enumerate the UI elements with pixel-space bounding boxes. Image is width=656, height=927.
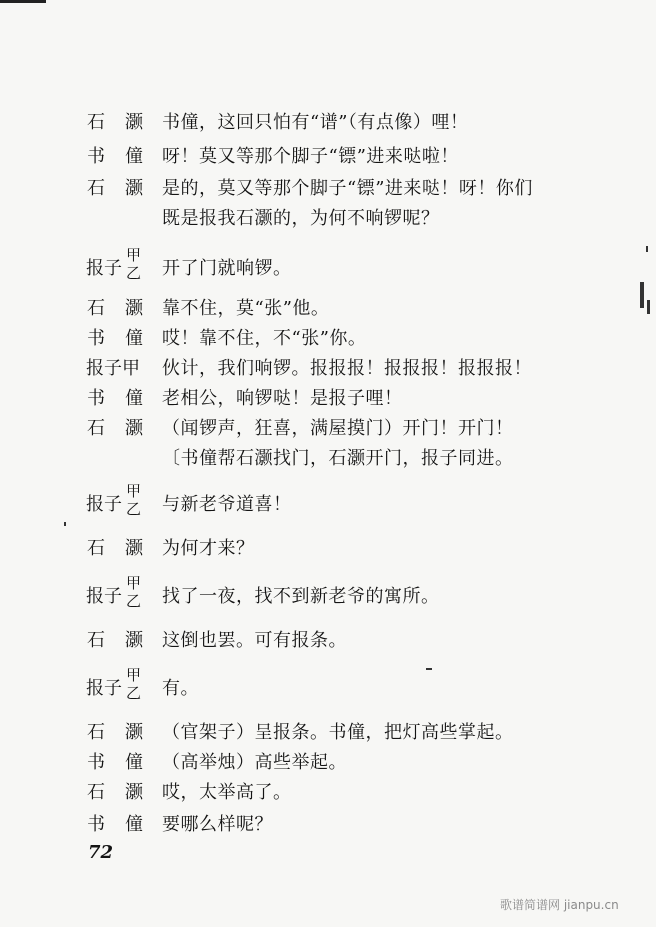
dialogue-line: [0, 322, 656, 356]
speech-text: 是的，莫又等那个脚子“镖”进来哒！呀！你们: [162, 178, 533, 199]
speaker-subscript: 甲 乙: [126, 482, 142, 518]
speech-text: 哎！靠不住，不“张”你。: [162, 328, 367, 349]
speaker-name: 报子 甲 乙: [86, 246, 142, 282]
dialogue-line: [0, 624, 656, 658]
speaker-name: 报子 甲 乙: [86, 574, 142, 610]
watermark: 歌谱简谱网 jianpu.cn: [500, 898, 619, 912]
speaker-name: 书 僮: [87, 388, 143, 409]
speaker-name: 石 灏: [87, 538, 143, 559]
speech-text: 伙计，我们响锣。报报报！报报报！报报报！: [162, 358, 532, 379]
dialogue-line: [0, 352, 656, 386]
speech-text: （官架子）呈报条。书僮，把灯高些掌起。: [162, 722, 514, 743]
top-rule: [0, 0, 46, 3]
speech-text: 有。: [162, 678, 199, 699]
scan-speck: [640, 282, 644, 308]
speech-text: 为何才来？: [162, 538, 255, 559]
dialogue-line: [0, 292, 656, 326]
speech-text: 哎，太举高了。: [162, 782, 292, 803]
dialogue-line: [0, 716, 656, 750]
speech-text: 要哪么样呢？: [162, 814, 273, 835]
speaker-name: 书 僮: [87, 814, 143, 835]
dialogue-line: [0, 412, 656, 446]
speaker-name: 报子 甲 乙: [86, 666, 142, 702]
speech-text: （闻锣声，狂喜，满屋摸门）开门！开门！: [162, 418, 514, 439]
speaker-name: 报子甲: [86, 358, 140, 379]
speaker-name: 石 灏: [87, 418, 143, 439]
speaker-name: 书 僮: [87, 752, 143, 773]
speaker-subscript: 甲 乙: [126, 574, 142, 610]
dialogue-line: [0, 106, 656, 140]
speaker-name: 报子 甲 乙: [86, 482, 142, 518]
speech-text: 这倒也罢。可有报条。: [162, 630, 347, 651]
speech-text: 既是报我石灏的，为何不响锣呢？: [162, 208, 440, 229]
dialogue-line: [0, 532, 656, 566]
speech-text: 书僮，这回只怕有“谱”（有点像）哩！: [162, 112, 469, 133]
dialogue-line: [0, 140, 656, 174]
speaker-name: 书 僮: [87, 328, 143, 349]
dialogue-line: [0, 666, 656, 706]
scan-speck: [647, 300, 650, 314]
speaker-name: 书 僮: [87, 146, 143, 167]
dialogue-line: [0, 776, 656, 810]
scan-speck: [64, 522, 66, 526]
dialogue-line: [0, 382, 656, 416]
speaker-subscript: 甲 乙: [126, 246, 142, 282]
speaker-name: 石 灏: [87, 178, 143, 199]
speaker-name: 石 灏: [87, 722, 143, 743]
speech-text: （高举烛）高些举起。: [162, 752, 347, 773]
speech-text: 找了一夜，找不到新老爷的寓所。: [162, 586, 440, 607]
dialogue-line: [0, 746, 656, 780]
stage-direction-text: 〔书僮帮石灏找门，石灏开门，报子同进。: [162, 448, 514, 469]
speech-text: 与新老爷道喜！: [162, 494, 292, 515]
scan-speck: [426, 668, 432, 670]
speech-text: 靠不住，莫“张”他。: [162, 298, 330, 319]
continuation-line: [0, 202, 656, 236]
stage-direction-line: [0, 442, 656, 476]
speaker-name: 石 灏: [87, 298, 143, 319]
scan-speck: [646, 246, 648, 252]
dialogue-line: [0, 172, 656, 206]
dialogue-line: [0, 808, 656, 842]
speech-text: 老相公，响锣哒！是报子哩！: [162, 388, 403, 409]
speaker-name: 石 灏: [87, 630, 143, 651]
dialogue-line: [0, 482, 656, 522]
speaker-name: 石 灏: [87, 782, 143, 803]
speaker-subscript: 甲 乙: [126, 666, 142, 702]
dialogue-line: [0, 246, 656, 286]
speech-text: 开了门就响锣。: [162, 258, 292, 279]
page-number: 72: [88, 842, 114, 863]
dialogue-line: [0, 574, 656, 614]
speaker-name: 石 灏: [87, 112, 143, 133]
speech-text: 呀！莫又等那个脚子“镖”进来哒啦！: [162, 146, 459, 167]
